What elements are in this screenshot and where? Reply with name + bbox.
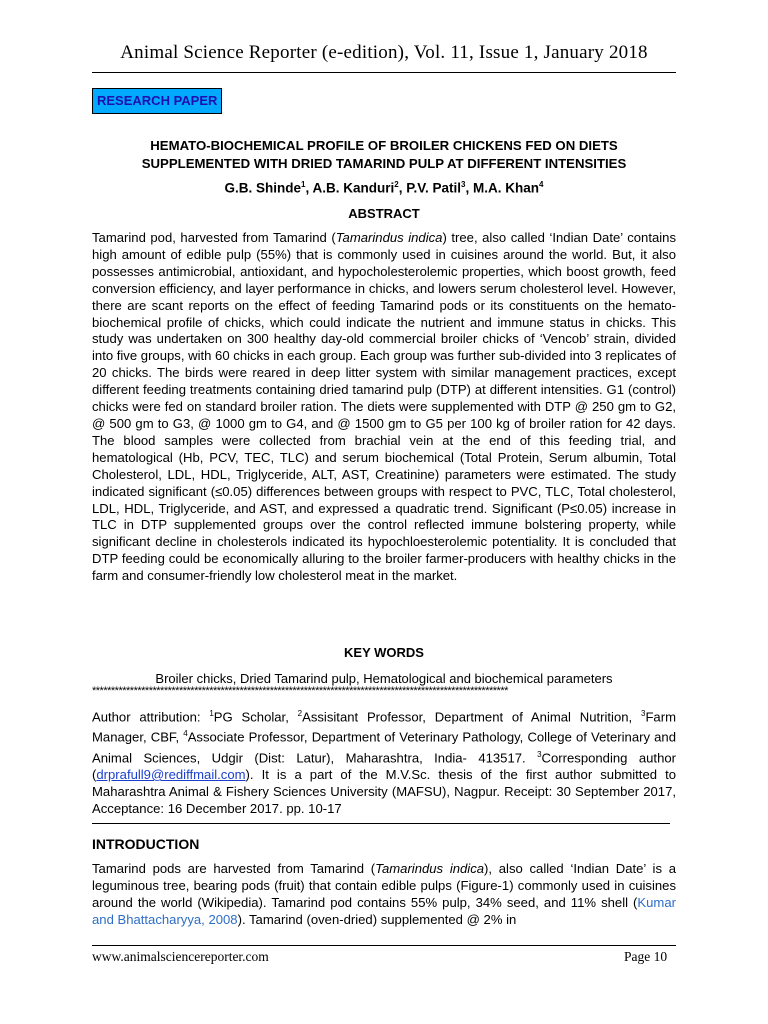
affiliation-mark: 3 (640, 709, 646, 718)
introduction-text: ). Tamarind (oven-dried) supplemented @ 2% in (237, 912, 517, 927)
attribution-text: Farm Manager, CBF, (92, 709, 676, 745)
keywords-text: Broiler chicks, Dried Tamarind pulp, Hematological and biochemical parameters (155, 671, 613, 686)
author-name: M.A. Khan (473, 180, 540, 196)
attribution-text: Corresponding author ( (92, 750, 676, 783)
affiliation-mark: 1 (209, 709, 214, 718)
asterisk-separator: ************************************************************************************************************** (92, 685, 508, 697)
section-divider (92, 823, 670, 824)
introduction-text: ), also called ‘Indian Date’ is a leguminous tree, bearing pods (fruit) that contain edible pulps (Figure-1) commonly used in cuisines around the world (Wikipedia). Tamarind pod contains 55% pulp, 34% seed, and 11% shell ( (92, 861, 677, 910)
paper-title-line-2: SUPPLEMENTED WITH DRIED TAMARIND PULP AT DIFFERENT INTENSITIES (141, 156, 627, 171)
species-name: Tamarindus indica (335, 230, 443, 245)
attribution-text: Associate Professor, Department of Veterinary Pathology, College of Veterinary and Animal Sciences, Udgir (Dist: Latur), Maharashtra, India- 413517. (92, 729, 676, 766)
paper-title-line-1: HEMATO-BIOCHEMICAL PROFILE OF BROILER CHICKENS FED ON DIETS (150, 138, 618, 153)
author-name: P.V. Patil (406, 180, 462, 196)
author-affiliation-mark: 2 (394, 180, 399, 189)
abstract-body (92, 230, 676, 585)
attribution-text: Assisitant Professor, Department of Animal Nutrition, (302, 709, 641, 725)
author-affiliation-mark: 4 (539, 180, 544, 189)
footer-website: www.animalsciencereporter.com (92, 949, 269, 964)
affiliation-mark: 3 (537, 749, 542, 759)
attribution-text: ). It is a part of the M.V.Sc. thesis of the first author submitted to Maharashtra Animal & Fishery Sciences University (MAFSU), Nagpur. Receipt: 30 September 2017, Acceptance: 16 December 2017. pp. 10-17 (92, 767, 676, 817)
introduction-text: Tamarind pods are harvested from Tamarind ( (92, 861, 376, 876)
attribution-text: PG Scholar, (213, 709, 298, 725)
author-name: A.B. Kanduri (312, 180, 395, 196)
corresponding-email-link[interactable]: drprafull9@rediffmail.com (96, 767, 246, 783)
footer-rule (92, 945, 676, 946)
author-name: G.B. Shinde (224, 180, 302, 196)
abstract-text: Tamarind pod, harvested from Tamarind ( (92, 230, 336, 245)
abstract-heading: ABSTRACT (348, 206, 420, 221)
citation-link[interactable]: Kumar and Bhattacharyya, 2008 (92, 895, 676, 927)
introduction-body (92, 860, 676, 928)
paper-title (92, 137, 676, 173)
species-name: Tamarindus indica (375, 861, 485, 876)
author-affiliation-mark: 1 (301, 180, 306, 189)
badge-label: RESEARCH PAPER (97, 93, 218, 108)
affiliation-mark: 2 (297, 709, 303, 718)
author-list: G.B. Shinde$^1$, A.B. Kanduri$^2$, P.V. Patil$^3$, M.A. Khan$^4$ (224, 180, 544, 196)
running-header: Animal Science Reporter (e-edition), Vol. 11, Issue 1, January 2018 (120, 42, 648, 63)
header-rule (92, 72, 676, 73)
attribution-text: Author attribution: (92, 709, 210, 725)
introduction-heading: INTRODUCTION (92, 836, 200, 852)
page-number: Page 10 (624, 949, 668, 964)
research-paper-badge (92, 88, 222, 114)
author-affiliation-mark: 3 (461, 180, 466, 189)
author-attribution (92, 705, 676, 817)
abstract-text: ) tree, also called ‘Indian Date’ contains high amount of edible pulp (55%) that is commonly used in cuisines around the world. But, it also possesses antimicrobial, antioxidant, and hypocholesterolemic properties, which boost growth, feed conversion efficiency, and layer performance in chicks, and lowers serum cholesterol level. However, there are scant reports on the effect of feeding Tamarind pods or its constituents on the hemato-biochemical profile of chicks, which could indicate the nutrient and immune status in chicks. This study was undertaken on 300 healthy day-old commercial broiler chicks of ‘Vencob’ strain, divided into five groups, with 60 chicks in each group. Each group was further sub-divided into 3 replicates of 20 chicks. The birds were reared in deep litter system with similar management practices, except different feeding treatments containing dried tamarind pulp (DTP) at different intensities. G1 (control) chicks were fed on standard broiler ration. The diets were supplemented with DTP @ 250 gm to G2, @ 500 gm to G3, @ 1000 gm to G4, and @ 1500 gm to G5 per 100 kg of broiler ration for 42 days. The blood samples were collected from brachial vein at the end of this feeding trial, and hematological (Hb, PCV, TEC, TLC) and serum biochemical (Total Protein, Serum albumin, Total Cholesterol, LDL, HDL, Triglyceride, ALT, AST, Creatinine) parameters were estimated. The study indicated significant (≤0.05) differences between groups with respect to PVC, TLC, Total cholesterol, LDL, HDL, Triglyceride, and AST, and expressed a quadratic trend. Significant (P≤0.05) increase in TLC in DTP supplemented groups over the control reflected immune bolstering property, while significant decline in cholesterols indicated its hypochloesterolemic potentiality. It is concluded that DTP feeding could be economically alluring to the broiler farmer-producers with healthy chicks in the farm and consumer-friendly low cholesterol meat in the market. (92, 230, 676, 584)
keywords-heading: KEY WORDS (344, 645, 424, 660)
affiliation-mark: 4 (183, 729, 188, 739)
